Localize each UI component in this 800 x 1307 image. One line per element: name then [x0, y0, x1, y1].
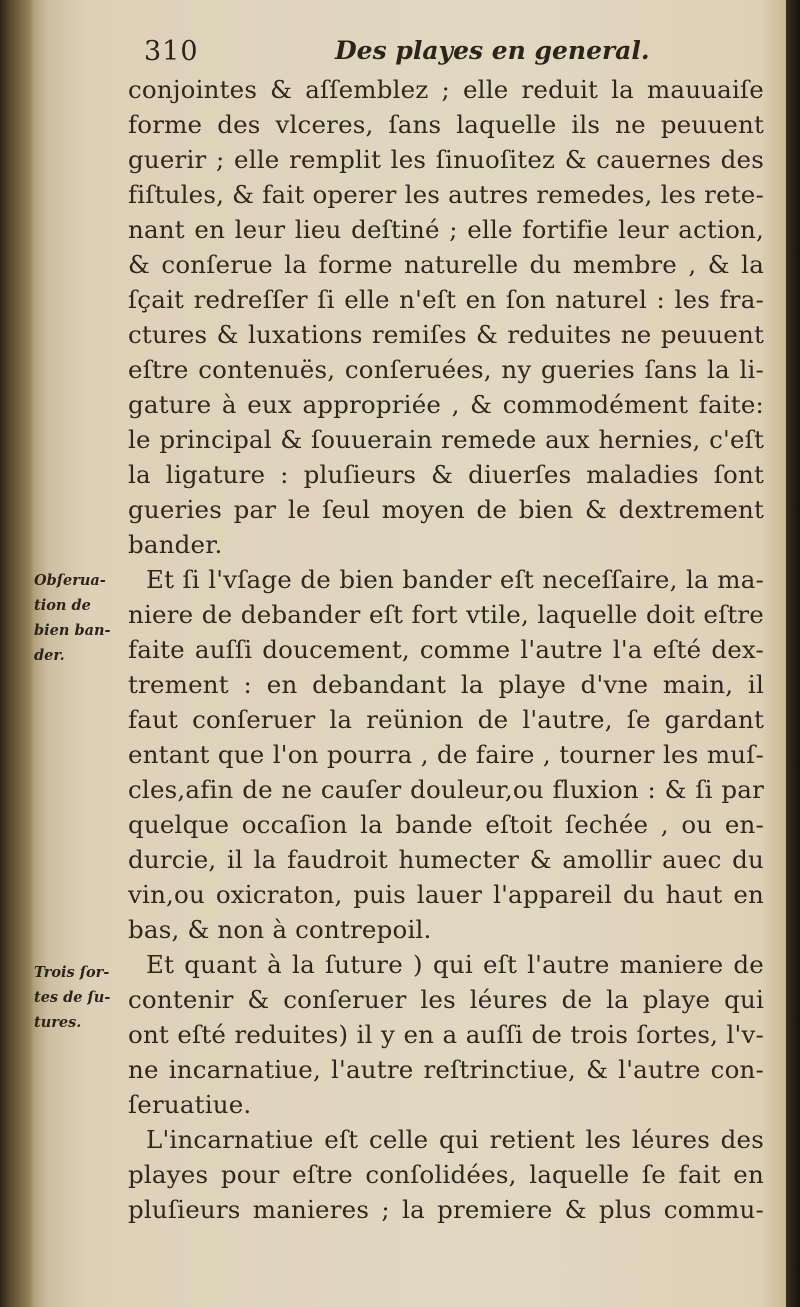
text-line: playes pour eſtre conſolidées, laquelle ſe fait en	[128, 1160, 764, 1189]
text-line: la ligature : pluſieurs & diuerſes maladies ſont	[128, 460, 764, 489]
margin-note-line: tion de	[34, 597, 91, 614]
text-line: faut conſeruer la reünion de l'autre, ſe gardant	[128, 705, 764, 734]
margin-note-line: tures.	[34, 1014, 82, 1031]
text-line: quelque occaſion la bande eſtoit ſechée , ou en-	[128, 810, 764, 839]
text-line: trement : en debandant la playe d'vne main, il	[128, 670, 764, 699]
page-header	[140, 36, 760, 76]
text-line: eſtre contenuës, conſeruées, ny gueries ſans la li-	[128, 355, 764, 384]
text-line: fiſtules, & fait operer les autres remedes, les rete-	[128, 180, 764, 209]
text-line: gature à eux appropriée , & commodément faite:	[128, 390, 764, 419]
text-line: gueries par le ſeul moyen de bien & dextrement	[128, 495, 764, 524]
text-line: ſçait redreſſer ſi elle n'eſt en ſon naturel : les fra-	[128, 285, 764, 314]
text-line: Et ſi l'vſage de bien bander eſt neceſſaire, la ma-	[146, 565, 764, 594]
text-line: ont eſté reduites) il y en a auſſi de trois ſortes, l'v-	[128, 1020, 764, 1049]
margin-note-line: Trois ſor-	[34, 964, 110, 981]
text-line: faite auſſi doucement, comme l'autre l'a eſté dex-	[128, 635, 764, 664]
text-line: conjointes & aſſemblez ; elle reduit la mauuaiſe	[128, 75, 764, 104]
binding-gutter	[0, 0, 34, 1307]
text-line: ctures & luxations remiſes & reduites ne peuuent	[128, 320, 764, 349]
margin-note-line: Obſerua-	[34, 572, 106, 589]
text-line: ſeruatiue.	[128, 1090, 252, 1119]
text-line: vin,ou oxicraton, puis lauer l'appareil du haut en	[128, 880, 764, 909]
text-line: entant que l'on pourra , de faire , tourner les muſ-	[128, 740, 764, 769]
margin-note-observation	[34, 568, 126, 668]
margin-note-line: bien ban-	[34, 622, 111, 639]
text-line: forme des vlceres, ſans laquelle ils ne peuuent	[128, 110, 764, 139]
margin-note-sutures	[34, 960, 126, 1035]
text-line: ne incarnatiue, l'autre reſtrinctiue, & l'autre con-	[128, 1055, 764, 1084]
text-line: nant en leur lieu deſtiné ; elle fortifie leur action,	[128, 215, 764, 244]
text-line: niere de debander eſt fort vtile, laquelle doit eſtre	[128, 600, 764, 629]
body-text	[128, 72, 764, 1227]
margin-note-line: tes de ſu-	[34, 989, 111, 1006]
text-line: L'incarnatiue eſt celle qui retient les léures des	[146, 1125, 764, 1154]
page-edge-shadow	[786, 0, 800, 1307]
text-line: cles,afin de ne cauſer douleur,ou fluxion : & ſi par	[128, 775, 764, 804]
text-line: bas, & non à contrepoil.	[128, 915, 432, 944]
text-line: pluſieurs manieres ; la premiere & plus commu-	[128, 1195, 764, 1224]
text-line: & conſerue la forme naturelle du membre , & la	[128, 250, 764, 279]
text-line: guerir ; elle remplit les ſinuoſitez & cauernes des	[128, 145, 764, 174]
text-line: durcie, il la faudroit humecter & amollir auec du	[128, 845, 764, 874]
running-title: Des playes en general.	[335, 36, 650, 65]
text-line: contenir & conſeruer les léures de la playe qui	[128, 985, 764, 1014]
text-line: bander.	[128, 530, 223, 559]
text-line: Et quant à la ſuture ) qui eſt l'autre maniere de	[146, 950, 764, 979]
page-number: 310	[144, 36, 199, 67]
text-line: le principal & ſouuerain remede aux hernies, c'eſt	[128, 425, 764, 454]
margin-note-line: der.	[34, 647, 65, 664]
